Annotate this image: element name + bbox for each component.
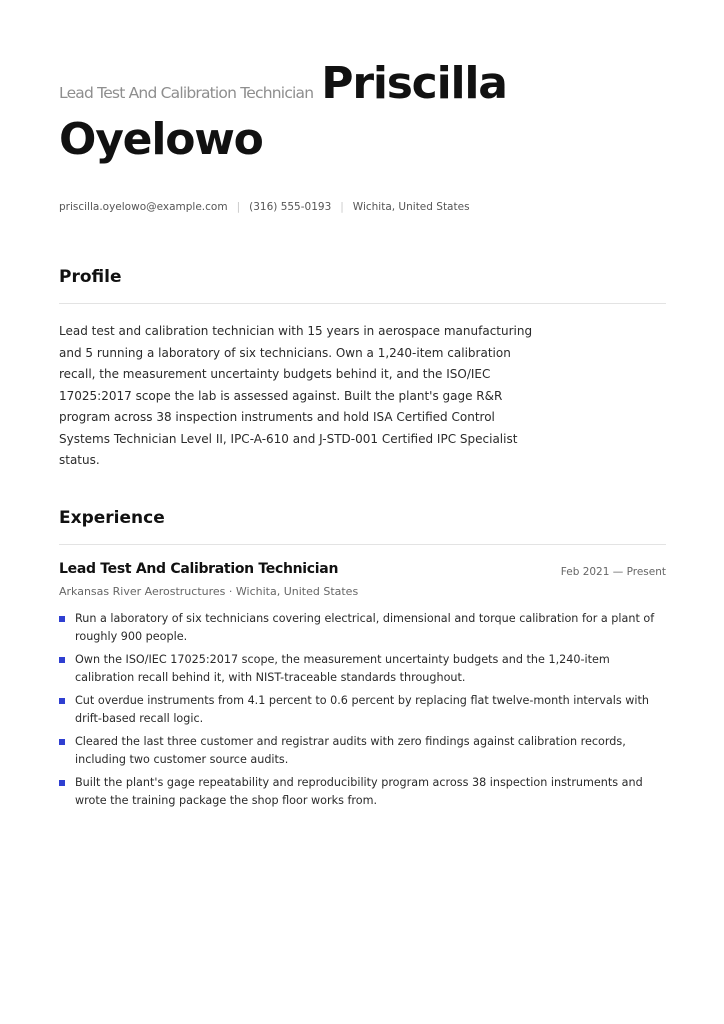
profile-heading: Profile — [59, 267, 122, 287]
bullet-square-icon — [59, 739, 65, 745]
role-title: Lead Test And Calibration Technician — [59, 561, 339, 577]
bullet-item — [59, 651, 667, 687]
bullet-text: Run a laboratory of six technicians covering electrical, dimensional and torque calibration for a plant of roughly 900 people. — [75, 612, 655, 643]
bullet-square-icon — [59, 780, 65, 786]
job-title: Lead Test And Calibration Technician — [59, 84, 314, 102]
contact-location: Wichita, United States — [352, 201, 470, 213]
role-dates: Feb 2021 — Present — [560, 566, 666, 578]
bullet-item — [59, 610, 667, 646]
contact-separator: | — [236, 201, 241, 213]
resume-header — [59, 56, 669, 165]
profile-summary: Lead test and calibration technician with 15 years in aerospace manufacturing and 5 running a laboratory of six technicians. Own a 1,240-item calibration recall, the measurement uncertainty budgets behind it, and the ISO/IEC 17025:2017 scope the lab is assessed against. Built the plant's gage R&R program across 38 inspection instruments and hold ISA Certified Control Systems Technician Level II, IPC-A-610 and J-STD-001 Certified IPC Specialist status. — [59, 324, 533, 467]
bullet-text: Cut overdue instruments from 4.1 percent to 0.6 percent by replacing flat twelve-month intervals with drift-based recall logic. — [75, 694, 649, 725]
last-name: Oyelowo — [59, 114, 263, 165]
bullet-square-icon — [59, 616, 65, 622]
bullet-item — [59, 692, 667, 728]
bullet-item — [59, 733, 667, 769]
title-line — [59, 56, 669, 165]
contact-separator: | — [340, 201, 344, 213]
first-name: Priscilla — [321, 58, 507, 109]
role-bullets — [59, 610, 667, 815]
contact-phone[interactable]: (316) 555-0193 — [249, 201, 332, 213]
bullet-text: Own the ISO/IEC 17025:2017 scope, the measurement uncertainty budgets and the 1,240-item calibration recall behind it, with NIST-traceable standards throughout. — [75, 653, 610, 684]
experience-divider — [59, 544, 666, 545]
role-company: Arkansas River Aerostructures · Wichita, United States — [59, 585, 359, 598]
experience-heading: Experience — [59, 508, 165, 528]
bullet-item — [59, 774, 667, 810]
contact-line — [59, 201, 470, 213]
bullet-text: Built the plant's gage repeatability and reproducibility program across 38 inspection instruments and wrote the training package the shop floor works from. — [75, 776, 643, 807]
profile-divider — [59, 303, 666, 304]
bullet-square-icon — [59, 657, 65, 663]
contact-email[interactable]: priscilla.oyelowo@example.com — [59, 201, 228, 213]
bullet-square-icon — [59, 698, 65, 704]
bullet-text: Cleared the last three customer and registrar audits with zero findings against calibration records, including two customer source audits. — [75, 735, 626, 766]
